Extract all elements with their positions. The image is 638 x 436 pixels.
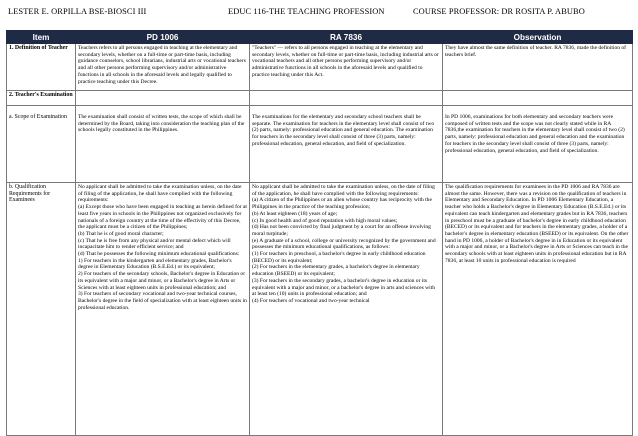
ra7836-cell	[250, 183, 443, 436]
observation-cell: They have almost the same definition of teacher. RA 7836, made the definition of teachers brief.	[443, 44, 633, 91]
observation-cell: The qualification requirements for examinees in the PD 1006 and RA 7836 are almost the same. However, there was a revision on the qualification of teachers in Elementary and Secondary Education. In PD 1006 Elementary Education, a teacher who holds a Bachelor's degree in Elementary Education (B.S.E.Ed.) or its equivalent can teach kindergarten and elementary grades but in RA 7836, teachers in preschool must be a graduate of bachelor's degree in early childhood education (BECED) or its equivalent and for teachers in the elementary grades, a holder of a bachelor's degree in elementary education (BSEED) or its equivalent. On the other hand in PD 1006, a holder of Bachelor's degree in in Education or its equivalent with a major and minor, or a Bachelor's degree in Arts or Sciences can teach in the secondary schools with at least eighteen units in professional education but in RA 7836, at least 10 units in professional education is required	[443, 183, 633, 436]
pd1006-text: The examination shall consist of written tests, the scope of which shall be determined by the Board, taking into consideration the teaching plan of the schools legally constituted in the Philippines.	[78, 114, 245, 134]
item-cell	[7, 106, 76, 183]
pd1006-paragraph: No applicant shall be admitted to take the examination unless, on the date of filing of the application, he shall have complied with the following requirements:	[78, 184, 242, 204]
course-title: EDUC 116-THE TEACHING PROFESSION	[228, 7, 385, 16]
ra7836-paragraph: (e) A graduate of a school, college or university recognized by the government and possesses the minimum educational qualifications, as follows:	[252, 237, 436, 251]
pd1006-paragraph: (a) Except those who have been engaged in teaching as herein defined for at least five years in schools in the Philippines not organized exclusively for nationals of a foreign country at the time of the effectivity of this Decree, the applicant must be a citizen of the Philippines;	[78, 204, 247, 231]
column-header-pd1006: PD 1006	[76, 31, 250, 44]
pd1006-cell	[76, 106, 250, 183]
item-label: a. Scope of Examination	[9, 114, 67, 120]
table-row	[7, 44, 633, 91]
ra7836-paragraph: No applicant shall be admitted to take the examination unless, on the date of filing of the application, he shall have complied with the following requirements:	[252, 184, 435, 197]
table-row	[7, 183, 633, 436]
ra7836-paragraph: (b) At least eighteen (18) years of age;	[252, 210, 338, 217]
ra7836-cell: "Teachers" — refers to all persons engaged in teaching at the elementary and secondary levels, whether on full-time or part-time basis, including industrial arts or vocational teachers and all other persons performing supervisory and/or administrative functions in all schools in the aforesaid levels and qualified to practice teaching under this Act.	[250, 44, 443, 91]
pd1006-cell: Teachers refers to all persons engaged in teaching at the elementary and secondary levels, whether on a full-time or part-time basis, including guidance counselors, school librarians, industrial arts or vocational teachers and all other persons performing supervisory and/or administrative functions in all schools in the aforesaid levels and legally qualified to practice teaching under this Decree.	[76, 44, 250, 91]
ra7836-paragraph: (a) A citizen of the Philippines or an alien whose country has reciprocity with the Philippines in the practice of the teaching profession;	[252, 197, 432, 211]
pd1006-paragraph: 2) For teachers of the secondary schools, Bachelor's degree in Education or its equivalent with a major and minor, or a Bachelor's degree in Arts or Sciences with at least eighteen units in professional education; and	[78, 271, 246, 291]
ra7836-text: The examinations for the elementary and secondary school teachers shall be separate. The examination for teachers in the elementary level shall consist of two (2) parts, namely: professional education and general education. The examination for teachers in the secondary level shall consist of three (3) parts, namely: professional education, general education, and field of specialization.	[252, 114, 435, 147]
column-header-item: Item	[7, 31, 76, 44]
column-header-observation: Observation	[443, 31, 633, 44]
observation-text: In PD 1006, examinations for both elementary and secondary teachers were composed of written tests and the scope was not clearly stated while in RA 7836,the examination for teachers in the elementary level shall consist of two (2) parts, namely: professional education and general education and the examination for teachers in the secondary level shall consist of three (3) parts, namely: professional education, general education, and field of specialization.	[445, 114, 625, 154]
comparison-table	[6, 30, 633, 436]
column-header-ra7836: RA 7836	[250, 31, 443, 44]
ra7836-paragraph: (c) In good health and of good reputation with high moral values;	[252, 217, 398, 224]
item-cell: b. Qualification Requirements for Examinees	[7, 183, 76, 436]
ra7836-cell	[250, 106, 443, 183]
pd1006-paragraph: (c) That he is free from any physical and/or mental defect which will incapacitate him to render efficient service; and	[78, 237, 231, 251]
ra7836-paragraph: (2) For teachers in the elementary grades, a bachelor's degree in elementary education (BSEED) or its equivalent;	[252, 264, 420, 278]
pd1006-paragraph: (b) That he is of good moral character;	[78, 230, 164, 237]
ra7836-paragraph: (1) For teachers in preschool, a bachelor's degree in early childhood education (BECED) or its equivalent;	[252, 251, 426, 264]
observation-cell	[443, 106, 633, 183]
pd1006-paragraph: 3) For teachers of secondary vocational and two-year technical courses, Bachelor's degree in the field of specialization with at least eighteen units in professional education.	[78, 291, 247, 311]
pd1006-cell	[76, 91, 250, 106]
observation-cell	[443, 91, 633, 106]
pd1006-cell	[76, 183, 250, 436]
item-cell: 1. Definition of Teacher	[7, 44, 76, 91]
pd1006-paragraph: 1) For teachers in the kindergarten and elementary grades, Bachelor's degree in Elementary Education (B.S.E.Ed.) or its equivalent;	[78, 257, 232, 271]
table-header-row	[7, 31, 633, 44]
table-row	[7, 91, 633, 106]
page-header	[8, 7, 630, 21]
item-cell: 2. Teacher's Examination	[7, 91, 76, 106]
pd1006-paragraph: (d) That he possesses the following minimum educational qualifications:	[78, 251, 240, 258]
ra7836-paragraph: (4) For teachers of vocational and two-year technical	[252, 297, 370, 304]
ra7836-paragraph: (3) For teachers in the secondary grades, a bachelor's degree in education or its equivalent with a major and minor, or a bachelor's degree in arts and sciences with at least ten (10) units in professional education; and	[252, 277, 435, 298]
ra7836-cell	[250, 91, 443, 106]
course-professor: COURSE PROFESSOR: DR ROSITA P. ABUBO	[413, 7, 585, 16]
table-row	[7, 106, 633, 183]
ra7836-paragraph: (d) Has not been convicted by final judgment by a court for an offense involving moral turpitude;	[252, 224, 431, 237]
student-name: LESTER E. ORPILLA BSE-BIOSCI III	[8, 7, 147, 16]
